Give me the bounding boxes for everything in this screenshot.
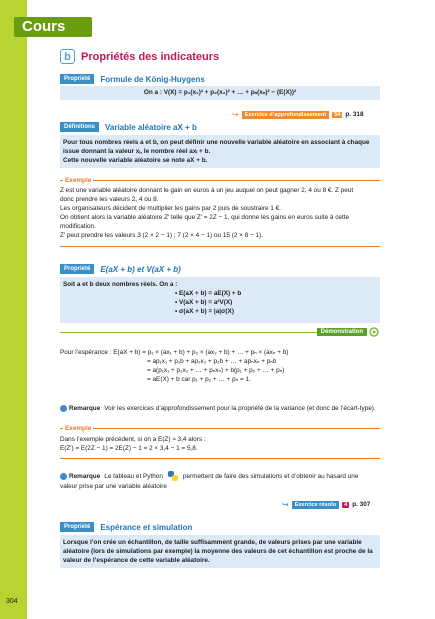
example-body bbox=[60, 186, 380, 240]
exercise-ref-label[interactable]: Exercice d’approfondissement bbox=[242, 111, 329, 119]
property-tag: Propriété bbox=[60, 522, 94, 532]
page-ref: p. 307 bbox=[352, 501, 371, 508]
left-accent-bar bbox=[0, 0, 27, 619]
definition-box bbox=[60, 122, 380, 168]
gear-icon bbox=[368, 326, 380, 338]
example-line: modification. bbox=[60, 223, 96, 230]
remark-text: permettent de faire des simulations et d’obtenir au hasard une bbox=[182, 472, 359, 480]
demonstration-body bbox=[60, 348, 380, 384]
definition-title: Variable aléatoire aX + b bbox=[105, 122, 197, 132]
remark-2 bbox=[60, 470, 380, 491]
property-intro: Soit a et b deux nombres réels. On a : bbox=[63, 281, 178, 288]
property-tag: Propriété bbox=[60, 264, 94, 274]
property-box-linearity bbox=[60, 264, 380, 323]
property-body bbox=[60, 535, 380, 568]
example-line: E(Z′) = E(2Z − 1) = 2E(Z) − 1 = 2 × 3,4 − 1 = 5,8. bbox=[60, 445, 198, 452]
arrow-icon: ↪ bbox=[282, 500, 289, 509]
demonstration-label: Démonstration bbox=[317, 328, 367, 336]
page-ref: p. 318 bbox=[345, 111, 364, 118]
demonstration-line: = aE(X) + b car p₁ + p₂ + … + pₙ = 1. bbox=[147, 376, 251, 383]
page-number: 304 bbox=[6, 598, 18, 605]
konig-formula: On a : V(X) = p₁(x₁)² + p₂(x₂)² + … + pₙ(xₙ)² − (E(X))² bbox=[143, 89, 297, 96]
exercise-ref-1[interactable] bbox=[232, 110, 364, 119]
arrow-right-icon bbox=[60, 405, 67, 412]
example-block-2 bbox=[60, 425, 380, 459]
example-label: Exemple bbox=[65, 177, 92, 184]
definition-line: Pour tous nombres réels a et b, on peut définir une nouvelle variable aléatoire en associant à chaque bbox=[63, 139, 370, 146]
property-item: • E(aX + b) = aE(X) + b bbox=[175, 290, 242, 297]
property-item: • σ(aX + b) = |a|σ(X) bbox=[175, 308, 234, 315]
arrow-right-icon bbox=[60, 473, 67, 480]
example-label: Exemple bbox=[65, 425, 92, 432]
property-box-simulation bbox=[60, 522, 380, 568]
remark-text: Le tableau et Python bbox=[104, 472, 163, 480]
demonstration-line: = ap₁x₁ + p₁b + ap₂x₂ + p₂b + … + apₙxₙ + pₙb bbox=[147, 358, 277, 365]
example-line: donc prendre les valeurs 2, 4 ou 8. bbox=[60, 196, 159, 203]
property-line: aléatoire (lors de simulations par exemple) la moyenne des valeurs de cet échantillon est proche de la bbox=[63, 548, 373, 555]
definition-body bbox=[60, 135, 380, 168]
property-title: Espérance et simulation bbox=[100, 522, 193, 532]
definition-line: issue donnant la valeur xᵢ, le nombre réel axᵢ + b. bbox=[63, 148, 211, 155]
example-block-1 bbox=[60, 177, 380, 247]
formula-box bbox=[60, 86, 380, 100]
example-line: Dans l’exemple précédent, si on a E(Z) ≈ 3,4 alors : bbox=[60, 436, 206, 443]
exercise-number: 4 bbox=[344, 501, 348, 508]
exercise-ref-label[interactable]: Exercice résolu bbox=[292, 501, 339, 509]
property-item: • V(aX + b) = a²V(X) bbox=[175, 299, 233, 306]
arrow-icon: ↪ bbox=[232, 110, 239, 119]
property-box-konig bbox=[60, 74, 380, 100]
python-icon bbox=[167, 470, 179, 482]
example-line: Z est une variable aléatoire donnant le gain en euros à un jeu auquel on peut gagner 2, 4 ou 8 €. Z peut bbox=[60, 187, 354, 194]
exercise-ref-2[interactable] bbox=[282, 500, 370, 509]
definition-line: Cette nouvelle variable aléatoire se note aX + b. bbox=[63, 157, 208, 164]
property-tag: Propriété bbox=[60, 74, 94, 84]
remark-text: Voir les exercices d’approfondissement pour la propriété de la variance (et donc de l’écart-type). bbox=[104, 405, 376, 412]
demonstration-block bbox=[60, 326, 380, 384]
chapter-tab: Cours bbox=[14, 17, 92, 37]
definition-tag: Définitions bbox=[60, 122, 99, 132]
property-line: Lorsque l’on crée un échantillon, de taille suffisamment grande, de valeurs prises par une variable bbox=[63, 539, 362, 546]
property-body bbox=[60, 277, 380, 323]
exercise-number: 54 bbox=[334, 111, 341, 118]
example-body bbox=[60, 435, 380, 453]
property-line: valeur de l’espérance de cette variable aléatoire. bbox=[63, 557, 210, 564]
remark-label: Remarque bbox=[69, 405, 101, 412]
section-title bbox=[60, 49, 219, 64]
property-title: Formule de König-Huygens bbox=[100, 74, 205, 84]
demonstration-line: = a(p₁x₁ + p₂x₂ + … + pₙxₙ) + b(p₁ + p₂ + … + pₙ) bbox=[147, 367, 285, 374]
example-line: On obtient alors la variable aléatoire Z′ telle que Z′ = 2Z − 1, qui donne les gains en euros suite à cette bbox=[60, 214, 350, 221]
remark-1 bbox=[60, 405, 380, 412]
section-letter: b bbox=[60, 49, 75, 64]
example-line: Les organisateurs décident de multiplier les gains par 2 puis de soustraire 1 €. bbox=[60, 205, 281, 212]
remark-label: Remarque bbox=[69, 472, 101, 480]
property-title: E(aX + b) et V(aX + b) bbox=[100, 264, 181, 274]
demonstration-line: Pour l’espérance : E(aX + b) = p₁ × (ax₁ + b) + p₂ × (ax₂ + b) + … + pₙ × (axₙ + b) bbox=[60, 349, 289, 356]
example-line: Z′ peut prendre les valeurs 3 (2 × 2 − 1) ; 7 (2 × 4 − 1) ou 15 (2 × 8 − 1). bbox=[60, 232, 263, 239]
remark-text: valeur prise par une variable aléatoire bbox=[60, 483, 167, 490]
section-heading: Propriétés des indicateurs bbox=[81, 50, 220, 63]
